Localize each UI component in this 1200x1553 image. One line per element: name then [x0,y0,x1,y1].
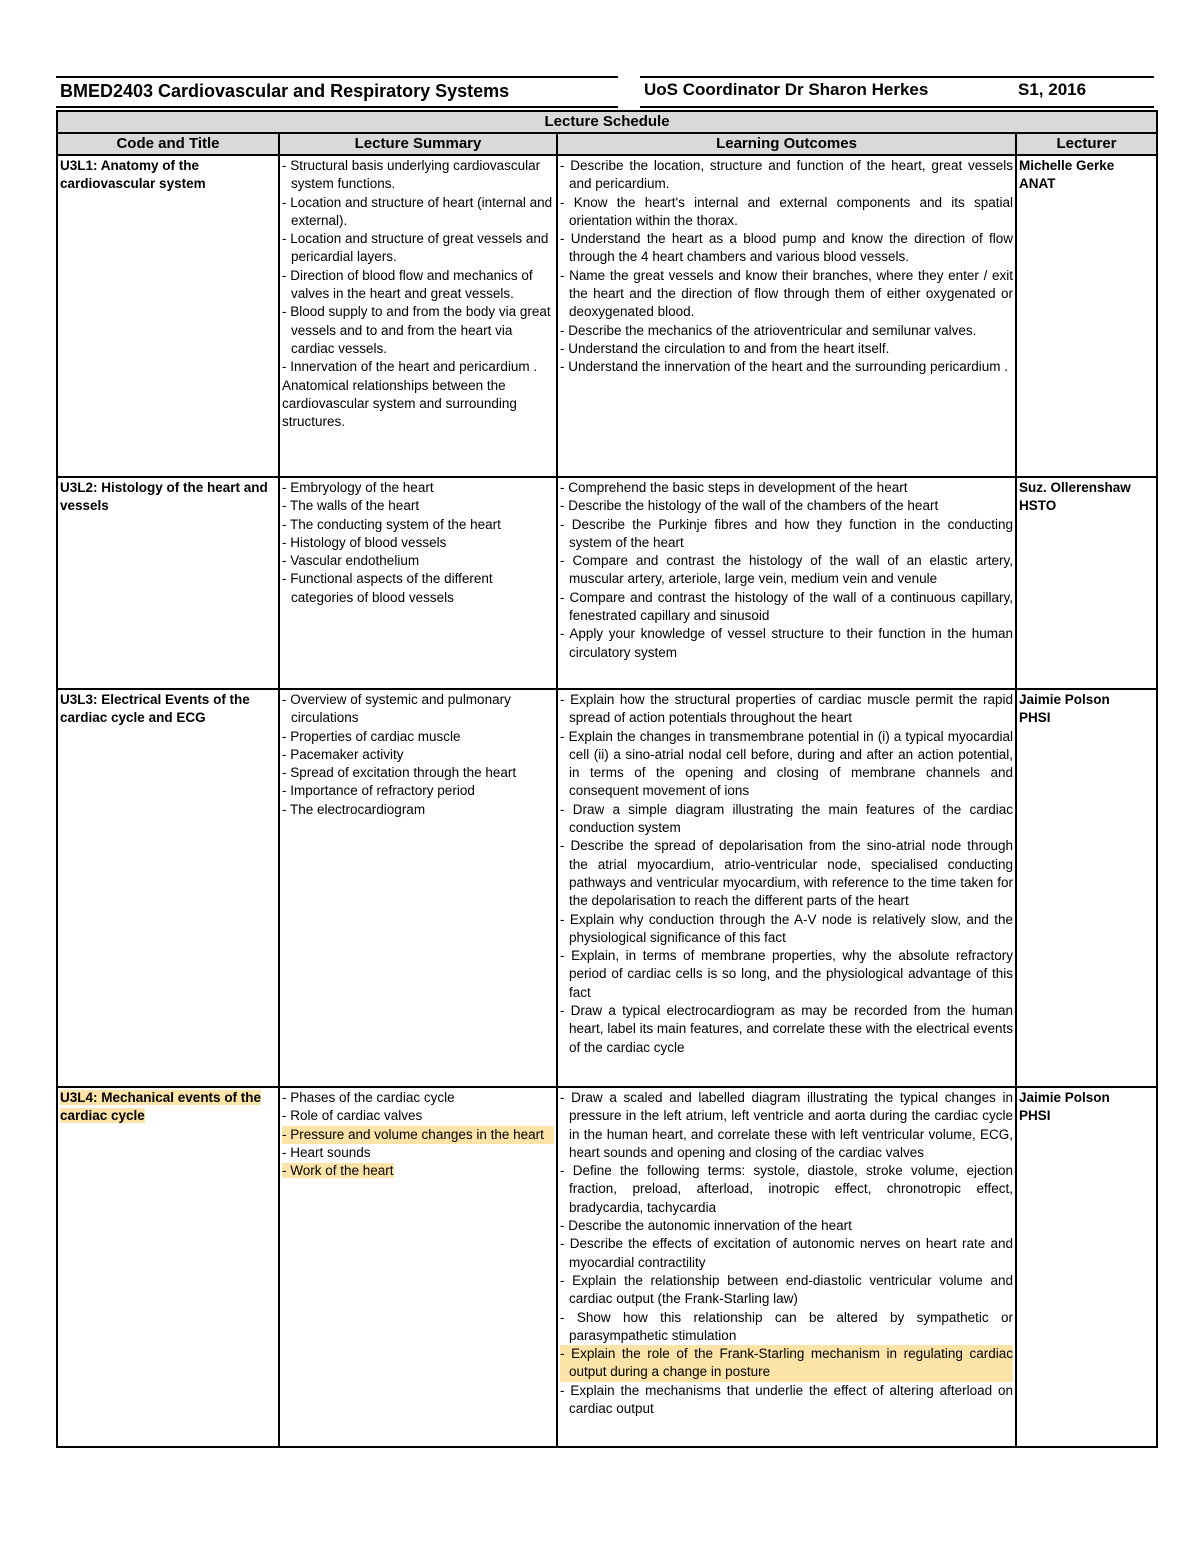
outcome-item: - Define the following terms: systole, diastole, stroke volume, ejection fraction, preload, afterload, inotropic effect, chronotropic effect, bradycardia, tachycardia [560,1163,1013,1215]
summary-item: - Blood supply to and from the body via great vessels and to and from the heart via cardiac vessels. [282,304,551,356]
lecturer [1016,155,1157,477]
lecturer [1016,689,1157,1087]
lecture-schedule-table [56,110,1158,1448]
outcome-item: - Describe the spread of depolarisation from the sino-atrial node through the atrial myocardium, atrio-ventricular node, specialised conducting pathways and ventricular myocardium, with reference to the time taken for the depolarisation to reach the different parts of the heart [560,838,1013,909]
coordinator-name: UoS Coordinator Dr Sharon Herkes [644,80,929,99]
lecturer-department: PHSI [1019,710,1051,725]
outcome-item: - Show how this relationship can be altered by sympathetic or parasympathetic stimulation [560,1309,1013,1343]
learning-outcomes [557,155,1016,477]
outcome-item: - Apply your knowledge of vessel structure to their function in the human circulatory system [560,626,1013,660]
summary-item: - Histology of blood vessels [282,534,447,550]
lecture-code-title: U3L3: Electrical Events of the cardiac cycle and ECG [57,689,279,1087]
lecture-summary [279,689,557,1087]
table-caption: Lecture Schedule [57,111,1157,133]
outcome-item-highlighted: - Explain the role of the Frank-Starling mechanism in regulating cardiac output during a change in posture [560,1345,1013,1382]
table-row [57,477,1157,689]
table-row [57,1087,1157,1447]
table-row [57,155,1157,477]
outcome-item: - Describe the Purkinje fibres and how they function in the conducting system of the heart [560,516,1013,550]
summary-item: - Location and structure of heart (internal and external). [282,194,553,228]
outcome-item: - Describe the autonomic innervation of the heart [560,1218,852,1234]
summary-item: - Direction of blood flow and mechanics of valves in the heart and great vessels. [282,267,533,302]
outcome-item: - Name the great vessels and know their branches, where they enter / exit the heart and the direction of flow through them of either oxygenated or deoxygenated blood. [560,267,1013,320]
outcome-item: - Describe the effects of excitation of autonomic nerves on heart rate and myocardial contractility [560,1236,1013,1270]
outcome-item: - Compare and contrast the histology of the wall of a continuous capillary, fenestrated capillary and sinusoid [560,589,1013,624]
outcome-item: - Explain the relationship between end-diastolic ventricular volume and cardiac output (the Frank-Starling law) [560,1272,1013,1307]
outcome-item: - Describe the mechanics of the atrioventricular and semilunar valves. [560,322,977,338]
outcome-item: - Understand the innervation of the heart and the surrounding pericardium . [560,359,1009,375]
learning-outcomes [557,477,1016,689]
summary-item: - The electrocardiogram [282,801,426,817]
outcome-item: - Describe the histology of the wall of the chambers of the heart [560,498,939,514]
lecture-summary [279,155,557,477]
highlighted-code-title: U3L4: Mechanical events of the cardiac cycle [60,1090,262,1123]
lecturer-department: ANAT [1019,176,1056,191]
outcome-item: - Understand the circulation to and from the heart itself. [560,340,890,356]
lecturer-department: PHSI [1019,1108,1051,1123]
outcome-item: - Explain why conduction through the A-V node is relatively slow, and the physiological significance of this fact [560,911,1013,945]
summary-item: - Importance of refractory period [282,783,475,799]
learning-outcomes [557,689,1016,1087]
course-title: BMED2403 Cardiovascular and Respiratory Systems [60,81,510,101]
outcome-item: - Know the heart's internal and external components and its spatial orientation within the thorax. [560,194,1013,228]
summary-item: - Spread of excitation through the heart [282,765,517,781]
term-label: S1, 2016 [1018,80,1087,99]
lecture-summary [279,477,557,689]
outcome-item: - Explain the mechanisms that underlie the effect of altering afterload on cardiac output [560,1382,1013,1417]
summary-item: - Functional aspects of the different categories of blood vessels [282,571,493,605]
summary-highlight-text: - Work of the heart [282,1163,394,1179]
coordinator-box [640,76,1154,108]
lecture-code-title: U3L1: Anatomy of the cardiovascular system [57,155,279,477]
summary-item: - Pacemaker activity [282,746,404,762]
summary-item: - Location and structure of great vessels and pericardial layers. [282,231,549,265]
outcome-item: - Understand the heart as a blood pump and know the direction of flow through the 4 heart chambers and various blood vessels. [560,231,1013,265]
outcome-item: - Comprehend the basic steps in development of the heart [560,480,908,495]
outcome-item: - Explain the changes in transmembrane potential in (i) a typical myocardial cell (ii) a sino-atrial nodal cell before, during and after an action potential, in terms of the opening and closing of membrane channels and consequent movement of ions [560,728,1013,799]
column-header-lecturer: Lecturer [1016,133,1157,155]
lecture-code-title [57,1087,279,1447]
lecturer [1016,477,1157,689]
outcome-item: - Draw a scaled and labelled diagram illustrating the typical changes in pressure in the left atrium, left ventricle and aorta during the cardiac cycle in the human heart, and correlate these with left ventricular volume, ECG, heart sounds and opening and closing of the cardiac valves [560,1090,1013,1160]
column-header-row [57,133,1157,155]
column-header-summary: Lecture Summary [279,133,557,155]
summary-item: - Vascular endothelium [282,553,420,569]
lecture-code-title: U3L2: Histology of the heart and vessels [57,477,279,689]
summary-item: Anatomical relationships between the cardiovascular system and surrounding structures. [282,377,517,430]
summary-item: - Properties of cardiac muscle [282,728,461,744]
lecturer [1016,1087,1157,1447]
lecturer-name: Suz. Ollerenshaw [1019,480,1131,495]
learning-outcomes [557,1087,1016,1447]
document-header [56,76,1156,106]
summary-item: - The conducting system of the heart [282,516,501,532]
outcome-item: - Explain how the structural properties of cardiac muscle permit the rapid spread of action potentials throughout the heart [560,692,1013,726]
course-title-box [56,76,618,108]
summary-item: - Phases of the cardiac cycle [282,1090,455,1105]
summary-item-highlighted: - Pressure and volume changes in the heart [282,1126,554,1144]
outcome-item: - Describe the location, structure and function of the heart, great vessels and pericardium. [560,158,1013,192]
lecturer-name: Jaimie Polson [1019,692,1110,707]
lecturer-name: Jaimie Polson [1019,1090,1110,1105]
summary-item: - The walls of the heart [282,498,420,514]
lecture-summary [279,1087,557,1447]
lecturer-name: Michelle Gerke [1019,158,1115,173]
summary-item: - Structural basis underlying cardiovascular system functions. [282,158,541,192]
table-row [57,689,1157,1087]
summary-item-highlighted [282,1162,554,1180]
outcome-item: - Explain, in terms of membrane properties, why the absolute refractory period of cardiac cells is so long, and the physiological advantage of this fact [560,948,1013,1000]
outcome-item: - Draw a typical electrocardiogram as may be recorded from the human heart, label its main features, and correlate these with the electrical events of the cardiac cycle [560,1003,1013,1055]
summary-item: - Heart sounds [282,1144,371,1160]
lecturer-department: HSTO [1019,498,1057,513]
summary-item: - Role of cardiac valves [282,1108,423,1124]
summary-item: - Overview of systemic and pulmonary circulations [282,692,511,726]
summary-item: - Embryology of the heart [282,480,434,495]
column-header-code: Code and Title [57,133,279,155]
column-header-outcomes: Learning Outcomes [557,133,1016,155]
outcome-item: - Compare and contrast the histology of the wall of an elastic artery, muscular artery, arteriole, large vein, medium vein and venule [560,553,1013,587]
summary-item: - Innervation of the heart and pericardium . [282,359,538,375]
outcome-item: - Draw a simple diagram illustrating the main features of the cardiac conduction system [560,801,1013,836]
